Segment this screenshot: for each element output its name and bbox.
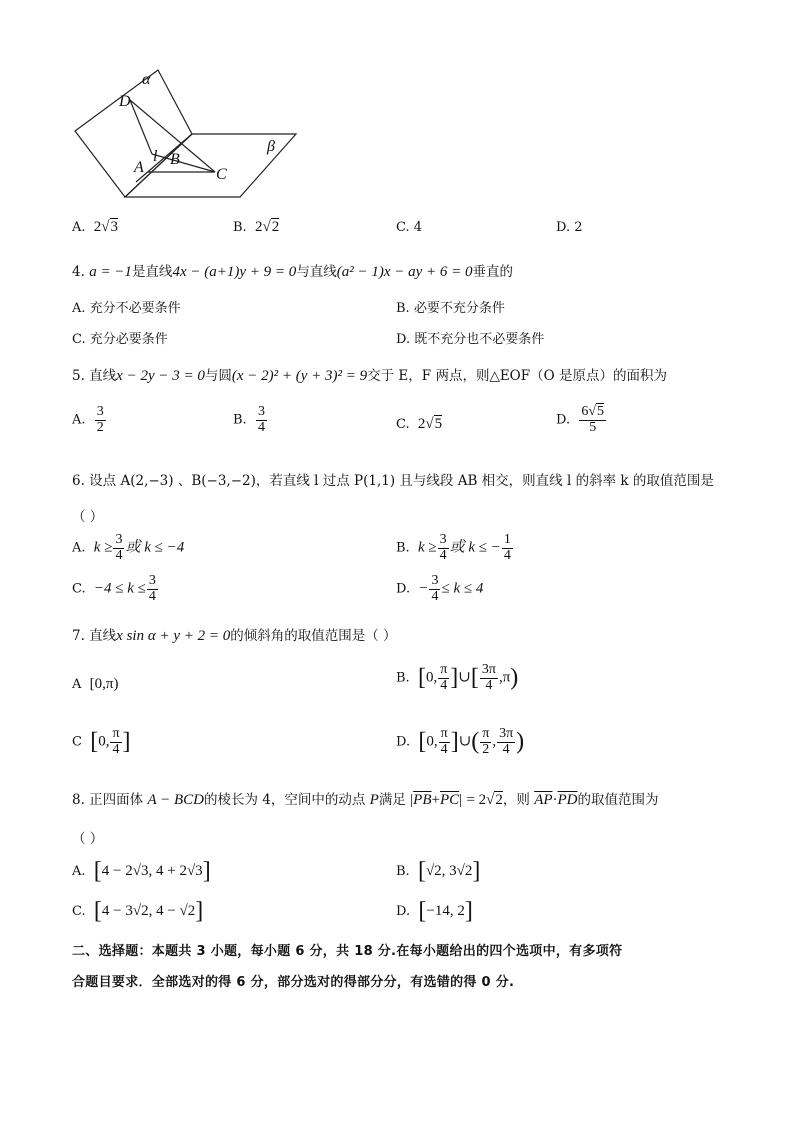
option-label: A [72,677,82,692]
q7-option-d[interactable]: D. [0, $\frac{\pi}{4}$ ]∪( $\frac{\pi}{2}$ , $\frac{3\pi}{4}$ ) [396,726,525,757]
label-alpha: α [142,71,151,88]
option-label: D. [396,734,411,750]
option-value: 2 [417,416,426,432]
plane-alpha [75,70,192,197]
option-text: 或 k ≤ −4 [125,539,185,556]
q4-line1: 4x − (a+1)y + 9 = 0 [172,264,297,280]
option-label: A. [72,540,86,556]
label-A: A [134,159,144,176]
option-label: A. [72,220,86,235]
q3-option-b[interactable]: B. 2√2 [233,219,280,235]
q4-option-c[interactable]: C. 充分必要条件 [72,332,168,347]
q7-line: x sin α + y + 2 = 0 [116,628,231,644]
q8-point: P [369,792,379,808]
fraction: $\frac{3\pi}{4}$ [481,662,496,693]
q6-option-c[interactable] [72,574,159,604]
q7-text: 7. 直线 [72,628,117,644]
option-label: C. [396,417,410,432]
q7-option-a[interactable] [72,676,118,693]
option-value: √2, 3√2 [425,863,473,879]
question-number: 4. [72,264,85,280]
q6-paren: （ ） [72,509,104,525]
q4-line2: (a² − 1)x − ay + 6 = 0 [336,264,473,280]
q3-option-c[interactable]: C. 4 [396,220,423,235]
option-radicand: 2 [271,219,280,235]
option-text: 0, [425,669,438,686]
q8-op: · [552,792,558,808]
option-value: 4 − 3√2, 4 − √2 [101,903,196,919]
q8-text: ，则 [502,792,530,808]
vector-pc: $\overline{PC}$ [439,792,460,808]
q5-option-d[interactable] [556,405,607,435]
option-label: B. [233,220,247,235]
q3-option-a[interactable]: A. 2√3 [72,219,119,235]
q5-option-a[interactable] [72,405,107,435]
label-beta: β [267,138,275,155]
q6-option-a[interactable] [72,533,184,563]
fraction: $\frac{\pi}{4}$ [440,662,448,693]
q5-text: 交于 E，F 两点，则△EOF（O 是原点）的面积为 [367,368,667,384]
fraction: $\frac{1}{4}$ [503,532,511,563]
option-value: 4 − 2√3, 4 + 2√3 [101,863,203,879]
fraction: $\frac{3}{4}$ [431,573,439,604]
q5-circle: (x − 2)² + (y + 3)² = 9 [231,368,368,384]
q8-option-d[interactable]: D. [−14, 2] [396,898,473,924]
option-radicand: 5 [434,416,443,432]
option-text: k ≥ [93,539,113,556]
label-C: C [216,166,227,183]
option-text: ∪ [458,733,472,750]
q8-text: 满足 [378,792,406,808]
q8-option-a[interactable]: A. [4 − 2√3, 4 + 2√3] [72,858,211,884]
q8-option-b[interactable]: B. [√2, 3√2] [396,858,481,884]
fraction: $\frac{6√5}{5}$ [581,404,605,435]
label-D: D [119,93,131,110]
option-value: 2 [93,219,102,235]
option-text: k ≥ [417,539,437,556]
option-value: 2 [254,219,263,235]
option-label: C. [72,581,86,597]
q8-stem: 8. 正四面体 A − BCD的棱长为 4，空间中的动点 P满足 $|\overline{PB}+\overline{PC}| = 2√2$，则 $\overline{AP}\cdot\overline{PD}$的取值范围为 [72,792,659,808]
q4-text: 与直线 [296,264,337,280]
q6-option-d[interactable] [396,574,483,604]
vector-ap: $\overline{AP}$ [534,792,553,808]
option-text: ,π [498,669,511,686]
option-value: −14, 2 [426,903,465,919]
option-text: 或 k ≤ − [449,539,501,556]
option-label: B. [233,412,247,428]
option-label: C. [72,904,86,919]
option-label: D. [556,412,571,428]
q4-option-b[interactable]: B. 必要不充分条件 [396,301,505,316]
q7-option-c[interactable]: C [0, $\frac{\pi}{4}$ ] [72,726,131,757]
q8-radicand: 2 [495,792,503,808]
q7-text: 的倾斜角的取值范围是（ ） [230,628,397,644]
q4-text: 是直线 [131,264,173,280]
q8-text: 的棱长为 4，空间中的动点 [203,792,366,808]
q4-option-d[interactable]: D. 既不充分也不必要条件 [396,332,545,347]
vector-pb: $\overline{PB}$ [413,792,432,808]
option-label: B. [396,670,410,686]
q5-stem [72,364,667,385]
fraction: $\frac{3}{2}$ [96,404,104,435]
q5-option-c[interactable]: C. 2√5 [396,416,443,432]
q4-option-a[interactable]: A. 充分不必要条件 [72,301,181,316]
fraction: $\frac{\pi}{4}$ [440,726,448,757]
q5-line: x − 2y − 3 = 0 [116,368,205,384]
q8-tetra: A − BCD [147,792,204,808]
q3-option-d[interactable]: D. 2 [556,220,583,235]
option-label: A. [72,412,86,428]
fraction: $\frac{\pi}{4}$ [112,726,120,757]
option-label: B. [396,864,410,879]
q8-text: 的取值范围为 [577,792,659,808]
fraction: $\frac{\pi}{2}$ [482,726,490,757]
line-DB [130,100,152,154]
line-l [136,134,192,182]
q6-option-b[interactable] [396,533,514,563]
q8-eq: = 2 [466,792,487,808]
q5-option-b[interactable] [233,405,268,435]
q4-text: 垂直的 [472,264,514,280]
q7-stem [72,624,397,645]
option-text: ≤ k ≤ 4 [441,580,484,597]
q4-stem [72,260,513,281]
q5-text: 5. 直线 [72,368,117,384]
q8-op: + [431,792,440,808]
section-2-heading-line1: 二、选择题：本题共 3 小题，每小题 6 分，共 18 分.在每小题给出的四个选项中，有多项符 [72,944,623,959]
option-text: ∪ [458,669,471,686]
option-value: [0,π) [89,676,119,692]
option-label: C [72,734,82,750]
plane-figure [70,64,310,204]
q6-stem: 6. 设点 A(2,−3) 、B(−3,−2)，若直线 l 过点 P(1,1) 且与线段 AB 相交，则直线 l 的斜率 k 的取值范围是 [72,473,714,489]
option-text: 0, [98,733,110,750]
option-label: A. [72,864,86,879]
option-text: 0, [426,733,438,750]
q4-condition: a = −1 [89,264,132,280]
label-l: l [153,148,158,165]
option-text: − [418,580,429,597]
label-B: B [170,151,180,168]
fraction: $\frac{3}{4}$ [115,532,123,563]
option-label: B. [396,540,410,556]
q8-paren: （ ） [72,831,104,847]
fraction: $\frac{3}{4}$ [439,532,447,563]
option-label: D. [396,581,411,597]
option-radicand: 3 [110,219,119,235]
fraction: $\frac{3}{4}$ [257,404,265,435]
vector-pd: $\overline{PD}$ [557,792,578,808]
q8-text: 8. 正四面体 [72,792,144,808]
option-label: D. [396,904,411,919]
fraction: $\frac{3}{4}$ [148,573,156,604]
fraction: $\frac{3\pi}{4}$ [499,726,514,757]
section-2-heading-line2: 合题目要求．全部选对的得 6 分，部分选对的得部分分，有选错的得 0 分. [72,975,515,990]
q5-text: 与圆 [204,368,232,384]
q7-option-b[interactable]: B. [0, $\frac{\pi}{4}$ ]∪[ $\frac{3\pi}{4}$ ,π) [396,662,519,693]
option-text: −4 ≤ k ≤ [93,580,146,597]
q8-option-c[interactable]: C. [4 − 3√2, 4 − √2] [72,898,204,924]
